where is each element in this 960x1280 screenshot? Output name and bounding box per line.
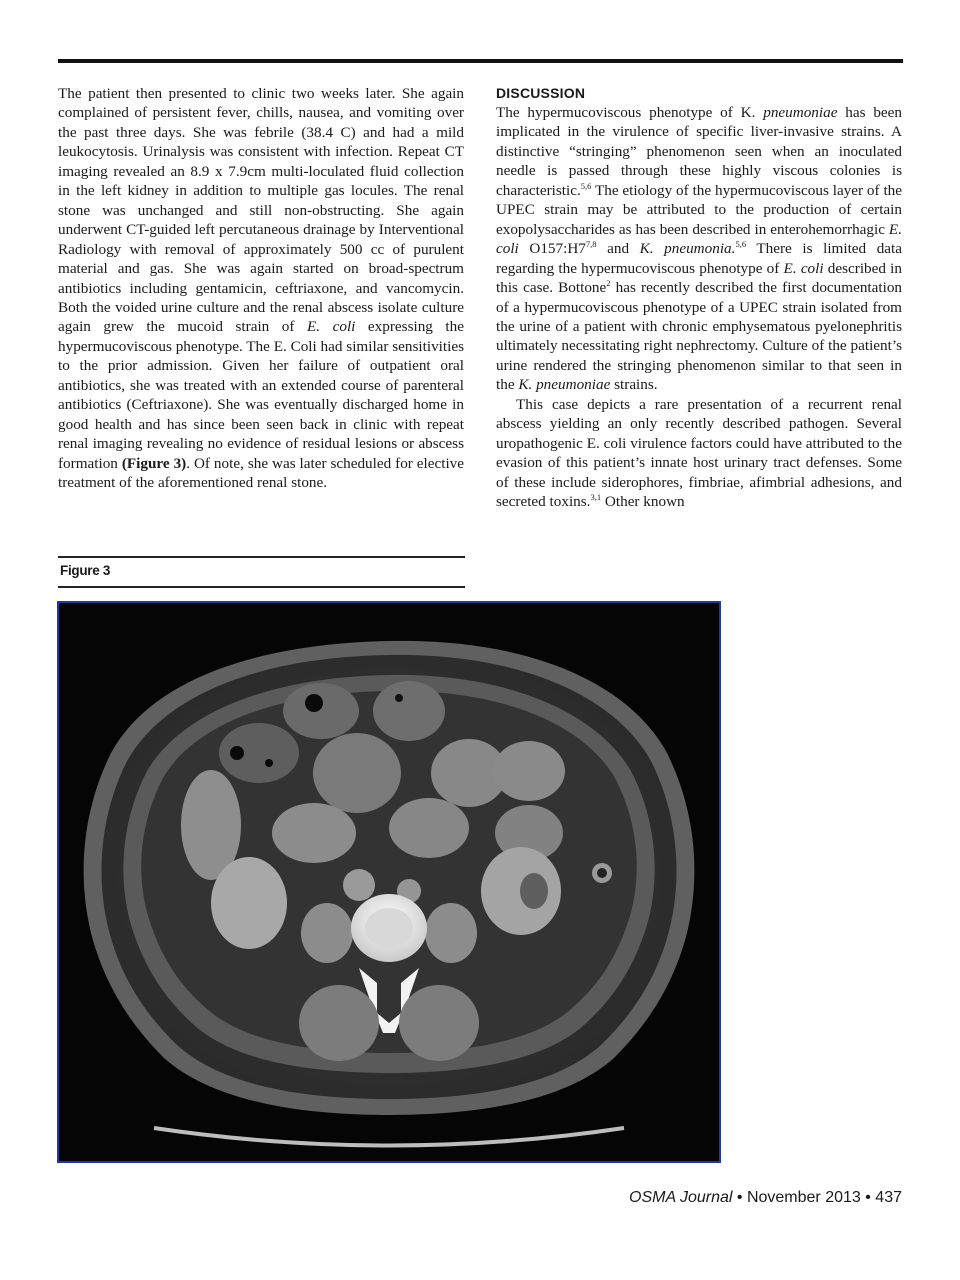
page-footer: OSMA Journal • November 2013 • 437: [629, 1189, 902, 1206]
paragraph-discussion-2: This case depicts a rare presentation of a recurrent renal abscess yielding an only recently described pathogen. Several uropathogenic E. coli virulence factors could have attributed to the evasion of this patient’s innate host urinary tract defenses. Some of these include siderophores, fimbriae, afimbrial adhesions, and secreted toxins.$^{3,1}$ Other known: [496, 395, 902, 511]
footer-page-number: 437: [875, 1189, 902, 1206]
footer-journal: OSMA Journal: [629, 1189, 733, 1206]
ct-scan-image: [57, 601, 721, 1163]
ct-scan-illustration: [59, 603, 719, 1161]
figure-reference: (Figure 3): [121, 454, 187, 472]
footer-date: November 2013: [746, 1189, 861, 1206]
figure-rule-top: [58, 556, 465, 558]
section-heading-discussion: DISCUSSION: [496, 85, 586, 101]
top-rule: [58, 59, 903, 63]
figure-rule-bottom: [58, 586, 465, 588]
paragraph-discussion-1: The hypermucoviscous phenotype of K. pneumoniae has been implicated in the virulence of specific liver-invasive strains. A distinctive “stringing” phenomenon seen when an inoculated needle is passed through these highly viscous colonies is characteristic.$^{5,6}$ The etiology of the hypermucoviscous layer of the UPEC strain may be attributed to the production of certain exopolysaccharides as has been described in enterohemorrhagic E. coli O157:H7$^{7,8}$ and K. pneumonia.$^{5,6}$ There is limited data regarding the hypermucoviscous phenotype of E. coli described in this case. Bottone$^2$ has recently described the first documentation of a hypermucoviscous phenotype of a UPEC strain isolated from the urine of a patient with chronic emphysematous pyelonephritis ultimately necessitating right nephrectomy. Culture of the patient’s urine rendered the stringing phenomenon similar to that seen in the K. pneumoniae strains.: [496, 104, 903, 394]
paragraph-case-followup: The patient then presented to clinic two weeks later. She again complained of persistent fever, chills, nausea, and vomiting over the past three days. She was febrile (38.4 C) and had a mild leukocytosis. Urinalysis was consistent with infection. Repeat CT imaging revealed an 8.9 x 7.9cm multi-loculated fluid collection in the left kidney in addition to multiple gas locules. The renal stone was unchanged and still non-obstructing. She again underwent CT-guided left percutaneous drainage by Interventional Radiology with removal of approximately 500 cc of purulent material and gas. She was again started on broad-spectrum antibiotics including gentamicin, ceftriaxone, and vancomycin. Both the voided urine culture and the renal abscess isolate culture again grew the mucoid strain of E. coli expressing the hypermucoviscous phenotype. The E. Coli had similar sensitivities to the prior admission. Given her failure of outpatient oral antibiotics, she was treated with an extended course of parenteral antibiotics (Ceftriaxone). She was eventually discharged home in good health and has since been seen back in clinic with repeat renal imaging revealing no evidence of residual lesions or abscess formation (Figure 3). Of note, she was later scheduled for elective treatment of the aforementioned renal stone.: [58, 85, 464, 492]
right-column: [496, 84, 902, 512]
figure-label: Figure 3: [60, 563, 111, 578]
left-column: [58, 84, 464, 493]
